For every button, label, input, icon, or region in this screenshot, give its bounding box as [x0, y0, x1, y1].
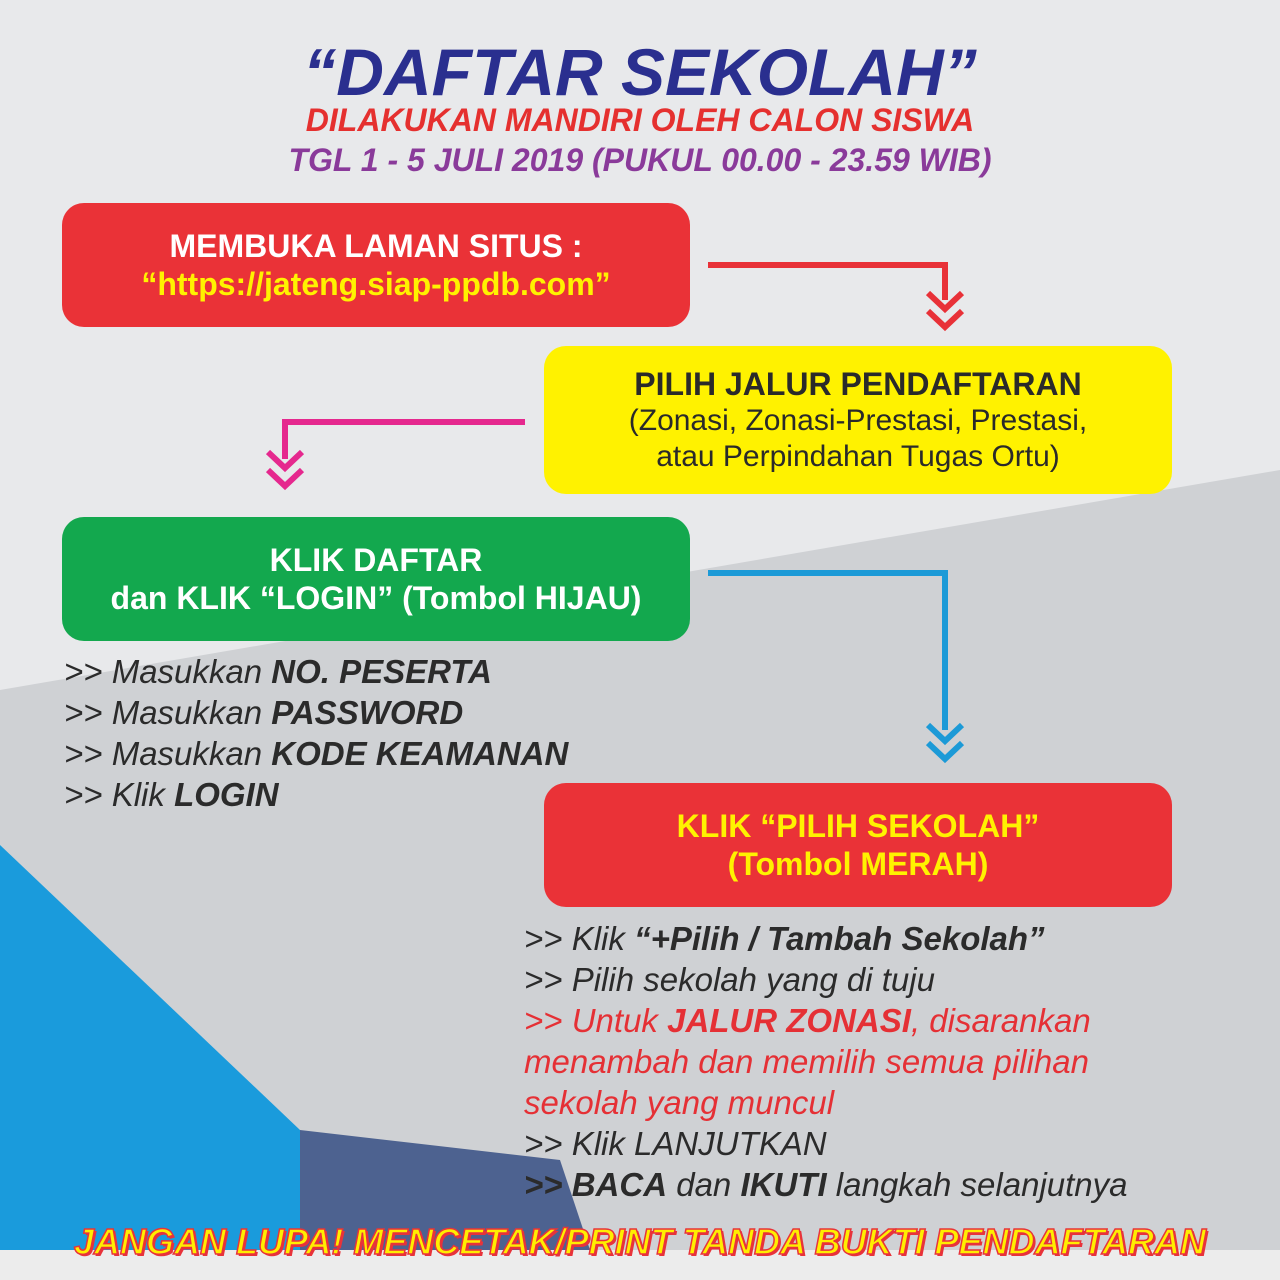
page-subtitle: DILAKUKAN MANDIRI OLEH CALON SISWA [305, 102, 975, 138]
list-item: >> Untuk JALUR ZONASI, disarankan [524, 1002, 1091, 1039]
step3-box [62, 517, 690, 641]
login-steps-list [64, 651, 568, 815]
step1-url: “https://jateng.siap-ppdb.com” [141, 266, 611, 302]
step2-line3: atau Perpindahan Tugas Ortu) [656, 440, 1060, 474]
list-item: >> Masukkan KODE KEAMANAN [64, 735, 569, 772]
footer-reminder: JANGAN LUPA! MENCETAK/PRINT TANDA BUKTI PENDAFTARAN [74, 1221, 1206, 1262]
arrow-step3-to-step4 [700, 565, 980, 775]
list-item: >> Klik LOGIN [64, 776, 279, 813]
step1-box [62, 203, 690, 327]
step4-line2: (Tombol MERAH) [727, 846, 989, 882]
list-item: menambah dan memilih semua pilihan [524, 1043, 1089, 1080]
list-item: >> BACA dan IKUTI langkah selanjutnya [524, 1166, 1128, 1203]
list-item: sekolah yang muncul [524, 1084, 835, 1121]
list-item: >> Klik “+Pilih / Tambah Sekolah” [524, 920, 1045, 957]
step4-box [544, 783, 1172, 907]
arrow-step1-to-step2 [700, 255, 980, 345]
list-item: >> Masukkan PASSWORD [64, 694, 464, 731]
school-steps-list [524, 918, 1128, 1205]
step2-line2: (Zonasi, Zonasi-Prestasi, Prestasi, [628, 404, 1088, 438]
step1-line1: MEMBUKA LAMAN SITUS : [169, 227, 583, 264]
step2-heading: PILIH JALUR PENDAFTARAN [634, 365, 1082, 402]
list-item: >> Pilih sekolah yang di tuju [524, 961, 935, 998]
list-item: >> Masukkan NO. PESERTA [64, 653, 492, 690]
arrow-step2-to-step3 [255, 412, 535, 502]
step2-box [544, 346, 1172, 494]
date-line: TGL 1 - 5 JULI 2019 (PUKUL 00.00 - 23.59 WIB) [288, 142, 992, 178]
step4-line1: KLIK “PILIH SEKOLAH” [676, 807, 1040, 844]
list-item: >> Klik LANJUTKAN [524, 1125, 827, 1162]
step3-line2: dan KLIK “LOGIN” (Tombol HIJAU) [110, 580, 642, 616]
step3-line1: KLIK DAFTAR [269, 541, 483, 578]
page-title: “DAFTAR SEKOLAH” [303, 35, 977, 109]
